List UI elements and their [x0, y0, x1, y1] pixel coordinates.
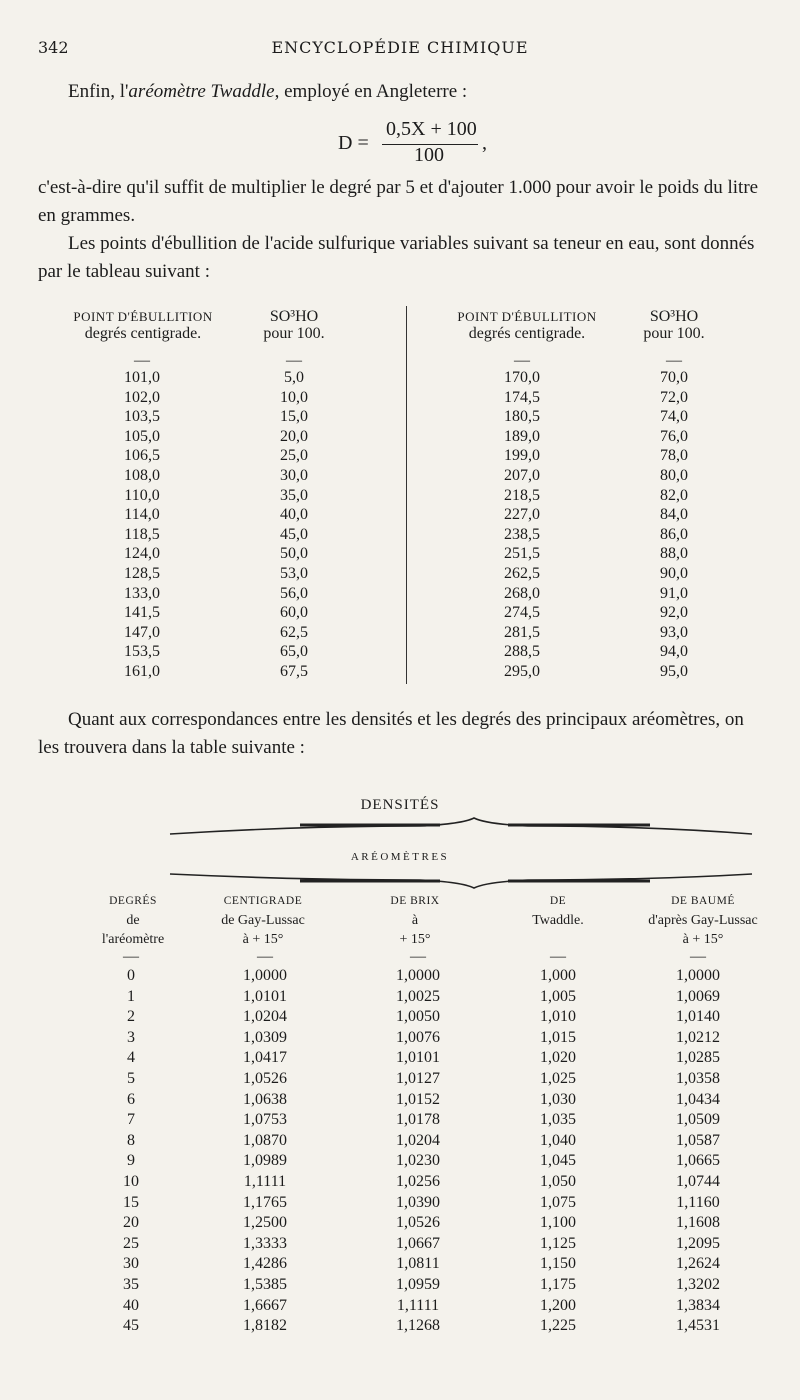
table-cell: 56,0: [280, 584, 308, 602]
dash: —: [666, 352, 682, 369]
table-cell: 295,0: [504, 662, 540, 680]
table-cell: 1,0076: [396, 1028, 440, 1046]
table-cell: 78,0: [660, 447, 688, 465]
table-cell: 5: [127, 1069, 135, 1087]
table-cell: 45: [123, 1317, 139, 1335]
table-cell: 1,0358: [676, 1069, 720, 1087]
table-cell: 40,0: [280, 506, 308, 524]
table-cell: 1,050: [540, 1172, 576, 1190]
table-cell: 1,0101: [243, 987, 287, 1005]
paragraph-correspondances: Quant aux correspondances entre les densités et les degrés des principaux aréomètres, on les trouvera dans la table suivante :: [38, 709, 744, 758]
table-cell: 1,0434: [676, 1090, 720, 1108]
column-so3-left: [258, 368, 330, 682]
dash: —: [410, 948, 426, 965]
header-baume: DE BAUMÉ d'après Gay-Lussac à + 15°: [648, 895, 758, 947]
table-cell: 238,5: [504, 525, 540, 543]
header-centigrade: CENTIGRADE de Gay-Lussac à + 15°: [221, 895, 305, 947]
table-cell: 1,1111: [243, 1172, 287, 1190]
table-cell: 30: [123, 1255, 139, 1273]
table-cell: 1,0000: [676, 967, 720, 984]
table-cell: 1,0753: [243, 1111, 287, 1129]
table-cell: 1,0212: [676, 1028, 720, 1046]
table-cell: 1,045: [540, 1152, 576, 1170]
table-cell: 20: [123, 1214, 139, 1232]
twaddle-formula: [0, 118, 800, 168]
table-cell: 6: [127, 1090, 135, 1108]
table-cell: 174,5: [504, 388, 540, 406]
table-cell: 110,0: [124, 486, 160, 504]
dash: —: [134, 352, 150, 369]
table-cell: 133,0: [124, 584, 160, 602]
table-cell: 1,0587: [676, 1131, 720, 1149]
table-cell: 1,075: [540, 1193, 576, 1211]
table-cell: 1,0390: [396, 1193, 440, 1211]
table-cell: 147,0: [124, 623, 160, 641]
table-cell: 82,0: [660, 486, 688, 504]
table-cell: 1,0178: [396, 1111, 440, 1129]
table-cell: 9: [127, 1152, 135, 1170]
table-cell: 1,0667: [396, 1234, 440, 1252]
column-baume: [660, 966, 736, 1337]
table-cell: 170,0: [504, 369, 540, 386]
table-cell: 35: [123, 1275, 139, 1293]
formula-lhs: D =: [338, 132, 369, 154]
table-cell: 74,0: [660, 408, 688, 426]
table-cell: 1,0811: [396, 1255, 440, 1273]
table-cell: 114,0: [124, 506, 160, 524]
table-cell: 67,5: [280, 662, 308, 680]
table-cell: 274,5: [504, 604, 540, 622]
table-cell: 1,0870: [243, 1131, 287, 1149]
table-cell: 1,175: [540, 1275, 576, 1293]
column-brix: [373, 966, 463, 1337]
boiling-point-table: [38, 306, 768, 686]
table-cell: 199,0: [504, 447, 540, 465]
instrument-name: aréomètre Twaddle: [128, 81, 275, 102]
table-cell: 70,0: [660, 369, 688, 386]
table-cell: 189,0: [504, 427, 540, 445]
dash: —: [257, 948, 273, 965]
table-cell: 93,0: [660, 623, 688, 641]
paragraph-multiplier: c'est-à-dire qu'il suffit de multiplier le degré par 5 et d'ajouter 1.000 pour avoir le poids du litre en grammes.: [38, 177, 759, 226]
density-table: [38, 890, 768, 1335]
table-cell: 1,025: [540, 1069, 576, 1087]
table-cell: 1,0256: [396, 1172, 440, 1190]
table-cell: 106,5: [124, 447, 160, 465]
table-cell: 1,0526: [243, 1069, 287, 1087]
table-cell: 207,0: [504, 466, 540, 484]
column-centigrade: [220, 966, 310, 1337]
table-cell: 153,5: [124, 643, 160, 661]
paragraph-boiling-points: Les points d'ébullition de l'acide sulfurique variables suivant sa teneur en eau, sont donnés par le tableau suivant :: [38, 233, 755, 282]
header-so3-left: SO³HO pour 100.: [263, 308, 325, 342]
table-cell: 1,020: [540, 1049, 576, 1067]
table-cell: 1,0509: [676, 1111, 720, 1129]
table-cell: 62,5: [280, 623, 308, 641]
table-cell: 268,0: [504, 584, 540, 602]
formula-comma: ,: [482, 132, 487, 154]
table-cell: 141,5: [124, 604, 160, 622]
table-cell: 60,0: [280, 604, 308, 622]
table-cell: 1,1268: [396, 1317, 440, 1335]
header-degrees: DEGRÉS de l'aréomètre: [101, 895, 165, 947]
table-cell: 1,125: [540, 1234, 576, 1252]
table-cell: 10: [123, 1172, 139, 1190]
table-cell: 1,1160: [676, 1193, 720, 1211]
table-cell: 1,2500: [243, 1214, 287, 1232]
table-cell: 1,0665: [676, 1152, 720, 1170]
table-cell: 1,225: [540, 1317, 576, 1335]
table-cell: 90,0: [660, 564, 688, 582]
table-cell: 76,0: [660, 427, 688, 445]
header-boiling-left: POINT D'ÉBULLITION degrés centigrade.: [73, 309, 213, 342]
dash: —: [690, 948, 706, 965]
table-cell: 53,0: [280, 564, 308, 582]
table-cell: 91,0: [660, 584, 688, 602]
table-cell: 7: [127, 1111, 135, 1129]
header-boiling-right: POINT D'ÉBULLITION degrés centigrade.: [457, 309, 597, 342]
table-cell: 1,5385: [243, 1275, 287, 1293]
table-cell: 1,0127: [396, 1069, 440, 1087]
formula-numerator: 0,5X + 100: [386, 118, 477, 140]
table-cell: 1,8182: [243, 1317, 287, 1335]
table-cell: 1,015: [540, 1028, 576, 1046]
table-cell: 1,0309: [243, 1028, 287, 1046]
table-cell: 1,0204: [243, 1008, 287, 1026]
table-cell: 1,0417: [243, 1049, 287, 1067]
column-degrees: [106, 966, 156, 1337]
table-cell: 72,0: [660, 388, 688, 406]
table-cell: 1,005: [540, 987, 576, 1005]
table-cell: 1,2095: [676, 1234, 720, 1252]
table-cell: 1,0638: [243, 1090, 287, 1108]
table-cell: 1,0050: [396, 1008, 440, 1026]
table-cell: 92,0: [660, 604, 688, 622]
table-cell: 1,6667: [243, 1296, 287, 1314]
table-cell: 1,0526: [396, 1214, 440, 1232]
table-cell: 1,0744: [676, 1172, 720, 1190]
table-title-areometres: ARÉOMÈTRES: [350, 851, 450, 863]
table-cell: 1,4286: [243, 1255, 287, 1273]
table-cell: 1,010: [540, 1008, 576, 1026]
table-cell: 15,0: [280, 408, 308, 426]
table-cell: 1,0989: [243, 1152, 287, 1170]
table-cell: 108,0: [124, 466, 160, 484]
table-cell: 1,0230: [396, 1152, 440, 1170]
table-cell: 86,0: [660, 525, 688, 543]
table-cell: 102,0: [124, 388, 160, 406]
table-cell: 1,1765: [243, 1193, 287, 1211]
table-cell: 1,4531: [676, 1317, 720, 1335]
table-cell: 20,0: [280, 427, 308, 445]
intro-paragraph: Enfin, l'aréomètre Twaddle, employé en Angleterre :: [68, 81, 468, 102]
table-cell: 1,3333: [243, 1234, 287, 1252]
table-cell: 4: [127, 1049, 135, 1067]
column-boiling-left: [106, 368, 178, 682]
table-cell: 88,0: [660, 545, 688, 563]
table-cell: 1,0959: [396, 1275, 440, 1293]
table-cell: 161,0: [124, 662, 160, 680]
column-boiling-right: [486, 368, 558, 682]
table-cell: 5,0: [284, 369, 304, 386]
column-divider: [406, 306, 407, 684]
column-twaddle: [523, 966, 593, 1337]
table-cell: 84,0: [660, 506, 688, 524]
table-cell: 30,0: [280, 466, 308, 484]
table-cell: 94,0: [660, 643, 688, 661]
table-cell: 1,0000: [243, 967, 287, 984]
table-cell: 1,0000: [396, 967, 440, 984]
table-cell: 3: [127, 1028, 135, 1046]
table-title-densites: DENSITÉS: [360, 797, 440, 813]
table-cell: 1,3202: [676, 1275, 720, 1293]
table-cell: 1,150: [540, 1255, 576, 1273]
table-cell: 25,0: [280, 447, 308, 465]
page-number: 342: [38, 38, 69, 57]
table-cell: 1,0069: [676, 987, 720, 1005]
table-cell: 281,5: [504, 623, 540, 641]
table-cell: 1,0101: [396, 1049, 440, 1067]
table-cell: 80,0: [660, 466, 688, 484]
table-cell: 1,1608: [676, 1214, 720, 1232]
table-cell: 8: [127, 1131, 135, 1149]
header-twaddle: DE Twaddle.: [532, 895, 584, 928]
table-cell: 45,0: [280, 525, 308, 543]
table-cell: 1,0152: [396, 1090, 440, 1108]
table-cell: 25: [123, 1234, 139, 1252]
table-cell: 218,5: [504, 486, 540, 504]
table-cell: 1,000: [540, 967, 576, 984]
dash: —: [514, 352, 530, 369]
table-cell: 1,200: [540, 1296, 576, 1314]
table-cell: 1,0204: [396, 1131, 440, 1149]
column-so3-right: [638, 368, 710, 682]
table-cell: 35,0: [280, 486, 308, 504]
table-cell: 1,040: [540, 1131, 576, 1149]
running-title: ENCYCLOPÉDIE CHIMIQUE: [271, 38, 529, 57]
header-so3-right: SO³HO pour 100.: [643, 308, 705, 342]
table-cell: 103,5: [124, 408, 160, 426]
table-cell: 40: [123, 1296, 139, 1314]
table-cell: 15: [123, 1193, 139, 1211]
table-cell: 1,035: [540, 1111, 576, 1129]
table-cell: 1: [127, 987, 135, 1005]
table-cell: 50,0: [280, 545, 308, 563]
table-cell: 118,5: [124, 525, 160, 543]
table-cell: 65,0: [280, 643, 308, 661]
table-cell: 1,0140: [676, 1008, 720, 1026]
table-cell: 1,030: [540, 1090, 576, 1108]
table-cell: 2: [127, 1008, 135, 1026]
table-cell: 1,0285: [676, 1049, 720, 1067]
page-header: [38, 38, 762, 62]
table-cell: 1,1111: [396, 1296, 440, 1314]
table-cell: 105,0: [124, 427, 160, 445]
table-cell: 262,5: [504, 564, 540, 582]
dash: —: [550, 948, 566, 965]
dash: —: [286, 352, 302, 369]
table-cell: 227,0: [504, 506, 540, 524]
table-cell: 251,5: [504, 545, 540, 563]
table-cell: 288,5: [504, 643, 540, 661]
table-cell: 101,0: [124, 369, 160, 386]
table-cell: 1,0025: [396, 987, 440, 1005]
table-cell: 95,0: [660, 662, 688, 680]
table-cell: 124,0: [124, 545, 160, 563]
header-brix: DE BRIX à + 15°: [390, 895, 440, 947]
table-cell: 180,5: [504, 408, 540, 426]
table-cell: 0: [127, 967, 135, 984]
formula-denominator: 100: [414, 144, 444, 166]
dash: —: [123, 948, 139, 965]
table-cell: 128,5: [124, 564, 160, 582]
table-cell: 1,100: [540, 1214, 576, 1232]
table-cell: 1,3834: [676, 1296, 720, 1314]
table-cell: 1,2624: [676, 1255, 720, 1273]
table-cell: 10,0: [280, 388, 308, 406]
